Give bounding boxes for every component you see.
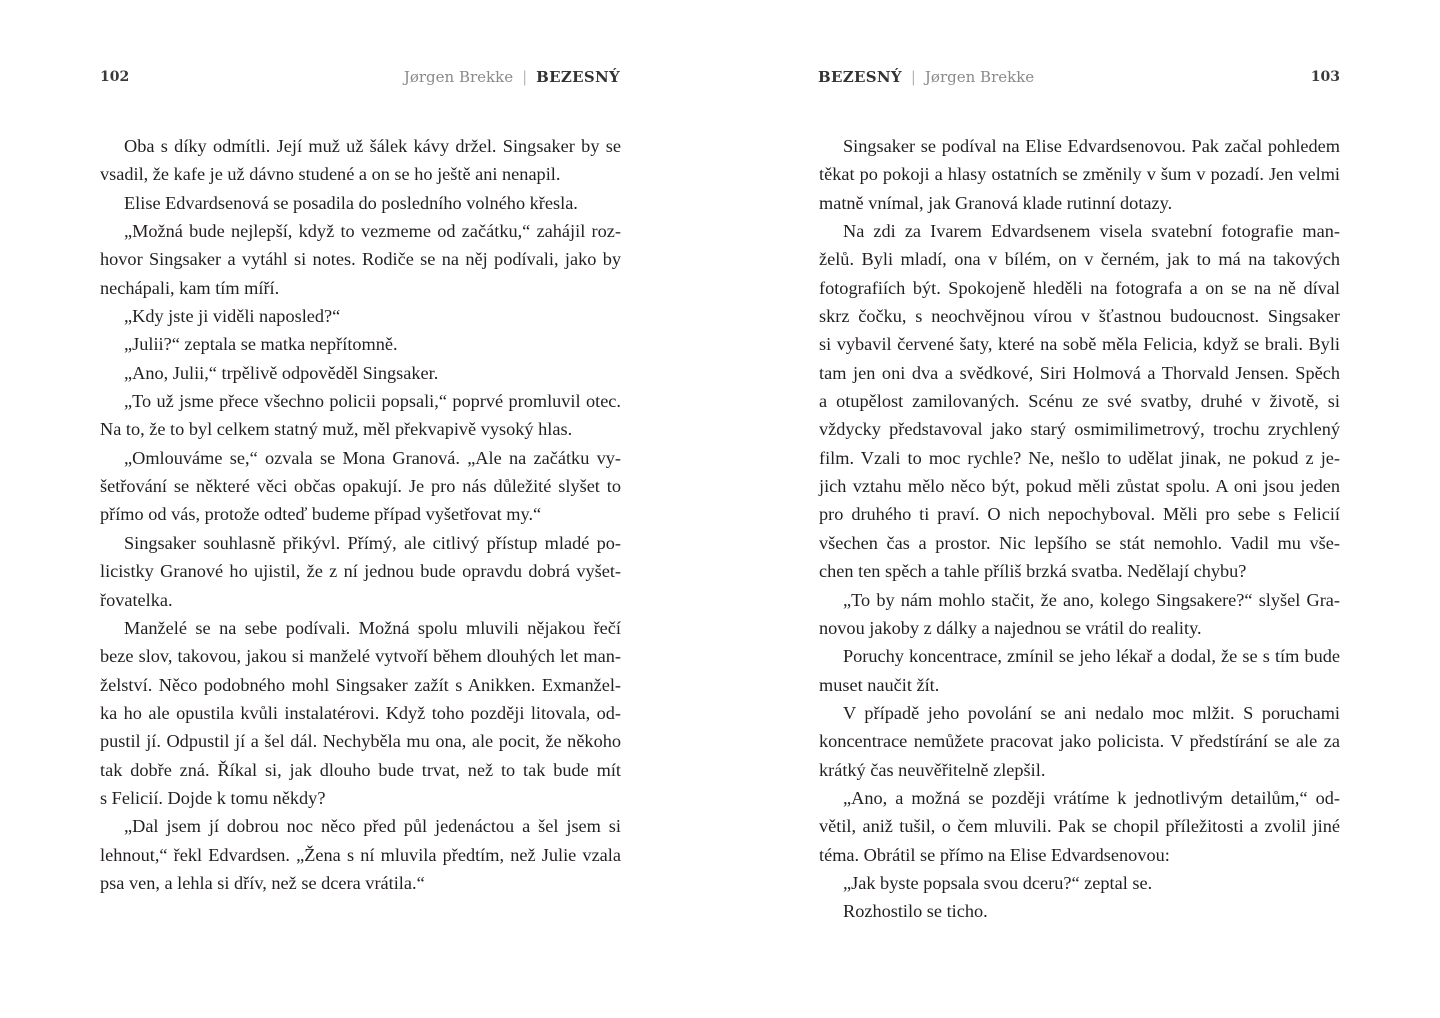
text-line: větil, aniž tušil, o čem mluvili. Pak se chopil příležitosti a zvolil jiné <box>819 816 1340 837</box>
text-line: Manželé se na sebe podívali. Možná spolu mluvili nějakou řečí <box>124 617 621 638</box>
text-line: ka ho ale opustila kvůli instalatérovi. Když toho později litovala, od- <box>100 702 621 723</box>
text-line: s Felicií. Dojde k tomu někdy? <box>100 787 326 808</box>
text-line: tak dobře zná. Říkal si, jak dlouho bude trvat, než to tak bude mít <box>100 759 621 780</box>
page-number: 103 <box>1310 69 1340 85</box>
running-head-title: BEZESNÝ <box>536 68 620 86</box>
text-line: těkat po pokoji a hlasy ostatních se změnily v šum v pozadí. Jen velmi <box>819 164 1340 185</box>
text-line: „Možná bude nejlepší, když to vezmeme od začátku,“ zahájil roz- <box>124 221 621 242</box>
running-head-separator: | <box>910 68 916 86</box>
right-page <box>720 0 1440 1018</box>
text-line: pro druhého ti praví. O nich nepochyboval. Měli pro sebe s Felicií <box>819 504 1340 525</box>
text-line: lehnout,“ řekl Edvardsen. „Žena s ní mluvila předtím, než Julie vzala <box>100 844 621 865</box>
text-line: vsadil, že kafe je už dávno studené a on se ho ještě ani nenapil. <box>100 164 561 185</box>
text-line: Poruchy koncentrace, zmínil se jeho lékař a dodal, že se s tím bude <box>843 646 1340 667</box>
text-line: jich vztahu mělo něco být, pokud měli zůstat spolu. A oni jsou jeden <box>819 476 1340 497</box>
text-line: matně vnímal, jak Granová klade rutinní dotazy. <box>819 192 1173 213</box>
text-line: hovor Singsaker a vytáhl si notes. Rodiče se na něj podívali, jako by <box>100 249 621 270</box>
text-line: téma. Obrátil se přímo na Elise Edvardsenovou: <box>819 844 1170 865</box>
text-line: Elise Edvardsenová se posadila do posledního volného křesla. <box>124 192 578 213</box>
text-line: želství. Něco podobného mohl Singsaker zažít s Anikken. Exmanžel- <box>100 674 621 695</box>
running-head-author: Jørgen Brekke <box>403 68 514 86</box>
text-line: nechápali, kam tím míří. <box>100 277 280 298</box>
text-line: „Ano, Julii,“ trpělivě odpověděl Singsaker. <box>124 362 439 383</box>
text-line: šetřování se některé věci občas opakují. Je pro nás důležité slyšet to <box>100 476 621 497</box>
text-line: licistky Granové ho ujistil, že z ní jednou bude opravdu dobrá vyšet- <box>100 561 621 582</box>
text-line: koncentrace nemůžete pracovat jako policista. V předstírání se ale za <box>819 731 1340 752</box>
page-number: 102 <box>100 69 130 85</box>
text-line: a otupělost zamilovaných. Scénu ze své svatby, druhé v životě, si <box>819 391 1340 412</box>
text-line: Singsaker souhlasně přikývl. Přímý, ale citlivý přístup mladé po- <box>124 532 621 553</box>
text-line: přímo od vás, protože odteď budeme případ vyšetřovat my.“ <box>100 504 542 525</box>
text-line: „Ano, a možná se později vrátíme k jednotlivým detailům,“ od- <box>843 787 1340 808</box>
text-line: fotografiích být. Spokojeně hleděli na fotografa a on se na ně díval <box>819 277 1340 298</box>
text-line: „Kdy jste ji viděli naposled?“ <box>124 306 341 327</box>
text-line: „Julii?“ zeptala se matka nepřítomně. <box>124 334 398 355</box>
text-line: „Jak byste popsala svou dceru?“ zeptal se. <box>843 872 1153 893</box>
text-line: Oba s díky odmítli. Její muž už šálek kávy držel. Singsaker by se <box>124 136 621 156</box>
text-line: si vybavil červené šaty, které na sobě měla Felicia, když se brali. Byli <box>819 334 1340 355</box>
text-line: vždycky představoval jako starý osmimilimetrový, trochu zrychlený <box>819 419 1340 440</box>
text-line: skrz čočku, s neochvějnou vírou v šťastnou budoucnost. Singsaker <box>819 306 1340 327</box>
running-head <box>818 64 1034 90</box>
text-line: „To už jsme přece všechno policii popsali,“ poprvé promluvil otec. <box>124 391 621 412</box>
running-head-title: BEZESNÝ <box>818 68 902 86</box>
text-line: V případě jeho povolání se ani nedalo moc mlžit. S poruchami <box>843 702 1340 723</box>
text-line: krátký čas neuvěřitelně zlepšil. <box>819 759 1046 780</box>
text-line: Singsaker se podíval na Elise Edvardsenovou. Pak začal pohledem <box>843 136 1340 156</box>
running-head <box>404 64 620 90</box>
text-line: Na to, že to byl celkem statný muž, měl překvapivě vysoký hlas. <box>100 419 573 440</box>
text-line: pustil jí. Odpustil jí a šel dál. Nechyběla mu ona, ale pocit, že někoho <box>100 731 621 752</box>
text-line: novou jakoby z dálky a najednou se vrátil do reality. <box>819 617 1202 638</box>
text-line: všechen čas a prostor. Nic lepšího se stát nemohlo. Vadil mu vše- <box>819 532 1340 553</box>
right-page-body-text <box>819 132 1340 926</box>
text-line: řovatelka. <box>100 589 173 610</box>
text-line: film. Vzali to moc rychle? Ne, nešlo to udělat jinak, ne pokud z je- <box>819 447 1340 468</box>
text-line: psa ven, a lehla si dřív, než se dcera vrátila.“ <box>100 872 425 893</box>
text-line: „To by nám mohlo stačit, že ano, kolego Singsakere?“ slyšel Gra- <box>843 589 1340 610</box>
left-page-body-text <box>100 132 621 897</box>
text-line: muset naučit žít. <box>819 674 940 695</box>
text-line: Rozhostilo se ticho. <box>843 901 988 922</box>
text-line: „Omlouváme se,“ ozvala se Mona Granová. „Ale na začátku vy- <box>124 447 621 468</box>
text-line: želů. Byli mladí, ona v bílém, on v černém, jak to má na takových <box>819 249 1340 270</box>
running-head-separator: | <box>522 68 528 86</box>
text-line: chen ten spěch a tahle příliš brzká svatba. Nedělají chybu? <box>819 561 1247 582</box>
text-line: „Dal jsem jí dobrou noc něco před půl jedenáctou a šel jsem si <box>124 816 621 837</box>
running-head-author: Jørgen Brekke <box>924 68 1035 86</box>
right-page-header <box>818 64 1340 90</box>
left-page-header <box>100 64 620 90</box>
text-line: beze slov, takovou, jakou si manželé vytvoří během dlouhých let man- <box>100 646 621 667</box>
text-line: Na zdi za Ivarem Edvardsenem visela svatební fotografie man- <box>843 221 1340 242</box>
text-line: tam jen oni dva a svědkové, Siri Holmová a Thorvald Jensen. Spěch <box>819 362 1340 383</box>
